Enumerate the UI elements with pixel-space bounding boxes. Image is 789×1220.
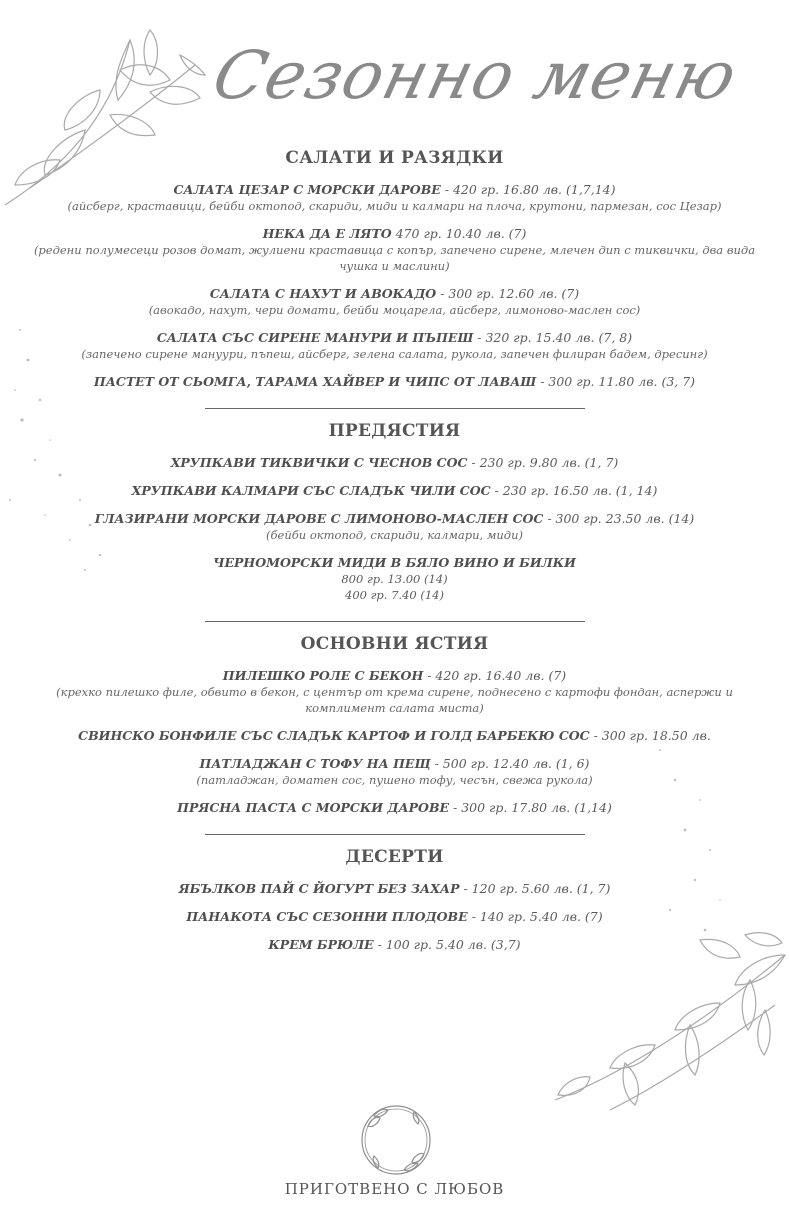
menu-item-line [25, 182, 765, 198]
menu-item-name: ХРУПКАВИ КАЛМАРИ СЪС СЛАДЪК ЧИЛИ СОС [131, 483, 491, 498]
menu-item-name: ГЛАЗИРАНИ МОРСКИ ДАРОВЕ С ЛИМОНОВО-МАСЛЕН СОС [94, 511, 544, 526]
menu-item-line [25, 756, 765, 772]
menu-item [25, 330, 765, 362]
menu-item [25, 511, 765, 543]
menu-item-description: (авокадо, нахут, чери домати, бейби моцарела, айсберг, лимоново-маслен сос) [148, 303, 641, 317]
menu-item-details: - 300 гр. 12.60 лв. (7) [436, 286, 580, 301]
section-title: ПРЕДЯСТИЯ [328, 421, 461, 441]
menu-item-details: - 500 гр. 12.40 лв. (1, 6) [430, 756, 590, 771]
menu-item [25, 937, 765, 953]
menu-item-name: ПРЯСНА ПАСТА С МОРСКИ ДАРОВЕ [177, 800, 450, 815]
menu-item-name: КРЕМ БРЮЛЕ [268, 937, 374, 952]
menu-item-details: - 300 гр. 17.80 лв. (1,14) [449, 800, 612, 815]
menu-item [25, 756, 765, 788]
section-divider [205, 834, 585, 835]
section-title: ОСНОВНИ ЯСТИЯ [300, 634, 489, 654]
section-divider [205, 408, 585, 409]
menu-item-details: - 300 гр. 11.80 лв. (3, 7) [536, 374, 696, 389]
menu-item-details: - 140 гр. 5.40 лв. (7) [467, 909, 603, 924]
menu-item-details: - 230 гр. 16.50 лв. (1, 14) [490, 483, 658, 498]
menu-item [25, 881, 765, 897]
menu-item-name: СВИНСКО БОНФИЛЕ СЪС СЛАДЪК КАРТОФ И ГОЛД БАРБЕКЮ СОС [78, 728, 590, 743]
menu-item-line [25, 728, 765, 744]
menu-item-description: (патладжан, доматен сос, пушено тофу, чесън, свежа рукола) [196, 773, 593, 787]
menu-item-name: САЛАТА С НАХУТ И АВОКАДО [209, 286, 437, 301]
menu-item-name: ПАНАКОТА СЪС СЕЗОННИ ПЛОДОВЕ [186, 909, 468, 924]
menu-item-line [25, 555, 765, 571]
section-divider [205, 621, 585, 622]
menu-item-line [25, 511, 765, 527]
section-title: САЛАТИ И РАЗЯДКИ [285, 148, 504, 168]
menu-item-details: - 230 гр. 9.80 лв. (1, 7) [467, 455, 619, 470]
menu-item-line [25, 374, 765, 390]
menu-item-details: - 300 гр. 23.50 лв. (14) [543, 511, 695, 526]
menu-item-name: САЛАТА ЦЕЗАР С МОРСКИ ДАРОВЕ [173, 182, 441, 197]
menu-item-line [25, 286, 765, 302]
menu-item-line [25, 909, 765, 925]
menu-item-details: - 300 гр. 18.50 лв. [589, 728, 711, 743]
menu-item-line [25, 330, 765, 346]
menu-item-name: ПАТЛАДЖАН С ТОФУ НА ПЕЩ [199, 756, 431, 771]
menu-item-name: ЯБЪЛКОВ ПАЙ С ЙОГУРТ БЕЗ ЗАХАР [178, 881, 460, 896]
menu-item-name: ХРУПКАВИ ТИКВИЧКИ С ЧЕСНОВ СОС [170, 455, 468, 470]
wreath-icon [354, 1098, 438, 1182]
menu-item-details: - 420 гр. 16.40 лв. (7) [423, 668, 567, 683]
menu-item [25, 226, 765, 274]
menu-item [25, 555, 765, 603]
menu-item-details: - 420 гр. 16.80 лв. (1,7,14) [440, 182, 616, 197]
menu-item-description: (айсберг, краставици, бейби октопод, скариди, миди и калмари на плоча, крутони, пармезан, сос Цезар) [67, 199, 722, 213]
menu-item [25, 374, 765, 390]
menu-item-portion: 400 гр. 7.40 (14) [345, 588, 444, 602]
menu-item-description: (редени полумесеци розов домат, жулиени краставица с копър, запечено сирене, млечен дип с тиквички, два вида чушка и маслини) [33, 243, 756, 273]
menu-item-description: (запечено сирене мануури, пъпеш, айсберг, зелена салата, рукола, запечен филиран бадем, дресинг) [81, 347, 708, 361]
menu-item-name: ЧЕРНОМОРСКИ МИДИ В БЯЛО ВИНО И БИЛКИ [213, 555, 576, 570]
menu-item-description: (бейби октопод, скариди, калмари, миди) [266, 528, 523, 542]
menu-title: Сезонно меню [205, 37, 746, 114]
footer-slogan: ПРИГОТВЕНО С ЛЮБОВ [284, 1180, 505, 1198]
menu-item-name: НЕКА ДА Е ЛЯТО [262, 226, 392, 241]
menu-item-name: САЛАТА СЪС СИРЕНЕ МАНУРИ И ПЪПЕШ [156, 330, 474, 345]
menu-item-line [25, 226, 765, 242]
menu-item-line [25, 800, 765, 816]
menu-item-description: (крехко пилешко филе, обвито в бекон, с център от крема сирене, поднесено с картофи фондан, аспержи и комплимент салата миста) [56, 685, 733, 715]
menu-item-portion: 800 гр. 13.00 (14) [341, 572, 448, 586]
menu-item [25, 455, 765, 471]
menu-item-details: 470 гр. 10.40 лв. (7) [391, 226, 527, 241]
menu-item-line [25, 483, 765, 499]
menu-item [25, 182, 765, 214]
menu-item [25, 483, 765, 499]
menu-item-line [25, 881, 765, 897]
menu-content [0, 148, 789, 965]
menu-item-details: - 320 гр. 15.40 лв. (7, 8) [473, 330, 633, 345]
menu-item [25, 909, 765, 925]
menu-item-details: - 120 гр. 5.60 лв. (1, 7) [459, 881, 611, 896]
menu-item-name: ПАСТЕТ ОТ СЬОМГА, ТАРАМА ХАЙВЕР И ЧИПС ОТ ЛАВАШ [93, 374, 537, 389]
menu-item [25, 286, 765, 318]
menu-item [25, 668, 765, 716]
menu-item-line [25, 937, 765, 953]
menu-item-line [25, 455, 765, 471]
menu-item-name: ПИЛЕШКО РОЛЕ С БЕКОН [222, 668, 424, 683]
menu-item [25, 728, 765, 744]
menu-item-line [25, 668, 765, 684]
menu-item-details: - 100 гр. 5.40 лв. (3,7) [373, 937, 521, 952]
section-title: ДЕСЕРТИ [345, 847, 444, 867]
menu-item [25, 800, 765, 816]
